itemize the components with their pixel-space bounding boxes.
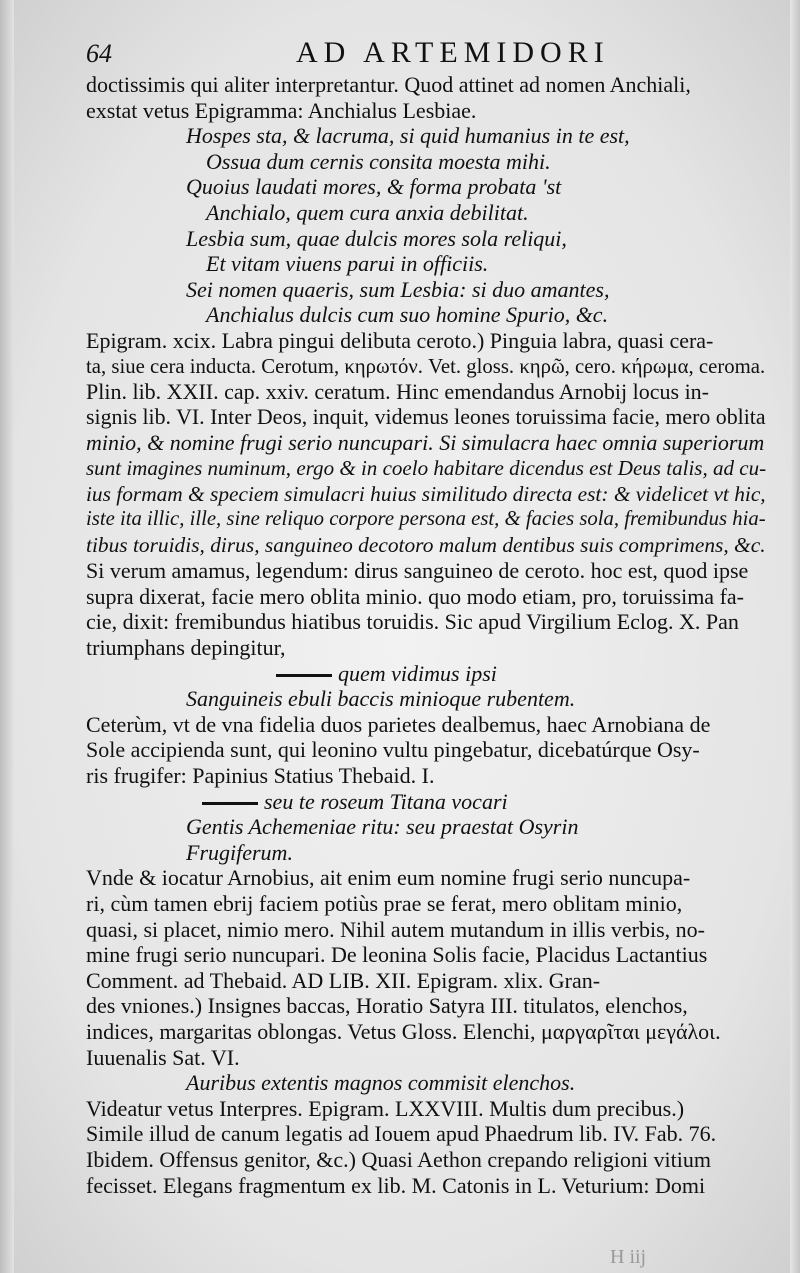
text-line: Auribus extentis magnos commisit elenchos. <box>186 1070 576 1096</box>
text-line: Videatur vetus Interpres. Epigram. LXXVIII. Multis dum precibus.) <box>86 1095 685 1121</box>
text-line: ta, siue cera inducta. Cerotum, κηρωτόν. Vet. gloss. κηρῶ, cero. κήρωμα, ceroma. <box>86 354 766 378</box>
page-header <box>86 36 766 72</box>
text-line: exstat vetus Epigramma: Anchialus Lesbiae. <box>86 97 477 123</box>
page-right-edge <box>790 0 800 1273</box>
text-line: Sole accipienda sunt, qui leonino vultu pingebatur, dicebatúrque Osy- <box>86 737 700 763</box>
text-line <box>86 789 766 815</box>
text-line: Comment. ad Thebaid. AD LIB. XII. Epigram. xlix. Gran- <box>86 967 601 993</box>
em-dash-rule <box>276 674 332 677</box>
text-line: cie, dixit: fremibundus hiatibus toruidis. Sic apud Virgilium Eclog. X. Pan <box>86 609 739 635</box>
text-line: Simile illud de canum legatis ad Iouem apud Phaedrum lib. IV. Fab. 76. <box>86 1121 717 1147</box>
text-line: tibus toruidis, dirus, sanguineo decotoro malum dentibus suis comprimens, &c. <box>86 532 766 557</box>
text-line: Epigram. xcix. Labra pingui delibuta ceroto.) Pinguia labra, quasi cera- <box>86 327 714 353</box>
text-line: Lesbia sum, quae dulcis mores sola reliqui, <box>186 225 567 251</box>
text-line: Si verum amamus, legendum: dirus sanguineo de ceroto. hoc est, quod ipse <box>86 558 749 584</box>
text-line: Frugiferum. <box>186 839 293 865</box>
text-line: ris frugifer: Papinius Statius Thebaid. I. <box>86 763 435 789</box>
text-line: Vnde & iocatur Arnobius, ait enim eum nomine frugi serio nuncupa- <box>86 865 691 891</box>
text-line: Anchialus dulcis cum suo homine Spurio, &c. <box>206 302 609 328</box>
text-line: Sanguineis ebuli baccis minioque rubentem. <box>186 686 576 712</box>
text-line-content: quem vidimus ipsi <box>338 660 497 686</box>
text-block <box>86 36 766 1198</box>
text-line <box>86 661 766 687</box>
text-line: Ceterùm, vt de vna fidelia duos parietes dealbemus, haec Arnobiana de <box>86 711 711 737</box>
body-text <box>86 72 766 1198</box>
text-line: Gentis Achemeniae ritu: seu praestat Osyrin <box>186 814 579 840</box>
page-number: 64 <box>86 39 112 68</box>
text-line: Ibidem. Offensus genitor, &c.) Quasi Aethon crepando religioni vitium <box>86 1146 711 1172</box>
em-dash-rule <box>202 802 258 805</box>
text-line: supra dixerat, facie mero oblita minio. quo modo etiam, pro, toruissima fa- <box>86 583 744 609</box>
text-line: Iuuenalis Sat. VI. <box>86 1044 240 1070</box>
text-line: quasi, si placet, nimio mero. Nihil autem mutandum in illis verbis, no- <box>86 916 705 942</box>
text-line: signis lib. VI. Inter Deos, inquit, videmus leones toruissima facie, mero oblita <box>86 404 766 429</box>
text-line: mine frugi serio nuncupari. De leonina Solis facie, Placidus Lactantius <box>86 942 708 968</box>
text-line: ius formam & speciem simulacri huius similitudo directa est: & videlicet vt hic, <box>86 481 766 506</box>
signature-mark: H iij <box>610 1246 647 1268</box>
text-line-content: seu te roseum Titana vocari <box>264 788 508 814</box>
text-line: Et vitam viuens parui in officiis. <box>206 251 489 277</box>
text-line: Quoius laudati mores, & forma probata 'st <box>186 174 562 200</box>
text-line: Sei nomen quaeris, sum Lesbia: si duo amantes, <box>186 276 610 302</box>
text-line: Plin. lib. XXII. cap. xxiv. ceratum. Hinc emendandus Arnobij locus in- <box>86 379 710 405</box>
text-line: Ossua dum cernis consita moesta mihi. <box>206 148 551 174</box>
text-line: minio, & nomine frugi serio nuncupari. Si simulacra haec omnia superiorum <box>86 430 765 456</box>
page-left-edge <box>0 0 14 1273</box>
text-line: indices, margaritas oblongas. Vetus Gloss. Elenchi, μαργαρῖται μεγάλοι. <box>86 1018 721 1044</box>
text-line: des vniones.) Insignes baccas, Horatio Satyra III. titulatos, elenchos, <box>86 993 688 1019</box>
text-line: doctissimis qui aliter interpretantur. Quod attinet ad nomen Anchiali, <box>86 72 691 97</box>
text-line: triumphans depingitur, <box>86 635 286 661</box>
text-line: Anchialo, quem cura anxia debilitat. <box>206 199 529 225</box>
text-line: sunt imagines numinum, ergo & in coelo habitare dicendus est Deus talis, ad cu- <box>86 455 766 480</box>
text-line: ri, cùm tamen ebrij faciem potiùs prae se ferat, mero oblitam minio, <box>86 891 683 916</box>
text-line: fecisset. Elegans fragmentum ex lib. M. Catonis in L. Veturium: Domi <box>86 1172 706 1198</box>
running-head: AD ARTEMIDORI <box>296 36 610 69</box>
text-line: Hospes sta, & lacruma, si quid humanius in te est, <box>186 123 630 149</box>
text-line: iste ita illic, ille, sine reliquo corpore persona est, & facies sola, fremibundus hia- <box>86 508 766 531</box>
